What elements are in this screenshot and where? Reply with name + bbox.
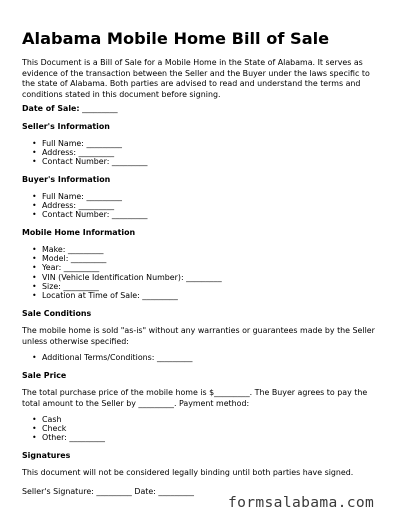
list-item: • Location at Time of Sale: _________ <box>42 291 222 300</box>
list-item: • Model: _________ <box>42 254 222 263</box>
mobile-home-list <box>42 245 222 300</box>
sale-price-heading: Sale Price <box>22 371 67 380</box>
list-item: • Contact Number: _________ <box>42 210 147 219</box>
list-item: • Check <box>42 424 105 433</box>
list-item: • Contact Number: _________ <box>42 157 147 166</box>
list-item: • Cash <box>42 415 105 424</box>
list-item: • Address: _________ <box>42 148 147 157</box>
list-item: • Full Name: _________ <box>42 139 147 148</box>
date-of-sale-blank: _________ <box>79 104 118 113</box>
sale-price-text: The total purchase price of the mobile home is $_________. The Buyer agrees to pay the total amount to the Seller by _________. Payment method: <box>22 388 368 408</box>
signature-line: Seller's Signature: _________ Date: _________ <box>22 487 194 496</box>
list-item: • Additional Terms/Conditions: _________ <box>42 353 192 362</box>
document-title: Alabama Mobile Home Bill of Sale <box>22 29 330 48</box>
buyer-heading: Buyer's Information <box>22 175 111 184</box>
intro-paragraph: This Document is a Bill of Sale for a Mobile Home in the State of Alabama. It serves as evidence of the transaction between the Seller and the Buyer under the laws specific to the state of Alabama. Both parties are advised to read and understand the terms and conditions stated in this document before signing. <box>22 58 370 99</box>
list-item: • Size: _________ <box>42 282 222 291</box>
list-item: • Full Name: _________ <box>42 192 147 201</box>
sale-conditions-list <box>42 353 192 362</box>
seller-heading: Seller's Information <box>22 122 110 131</box>
list-item: • VIN (Vehicle Identification Number): _________ <box>42 273 222 282</box>
signatures-heading: Signatures <box>22 451 71 460</box>
date-of-sale-label: Date of Sale: <box>22 104 80 113</box>
seller-list <box>42 139 147 167</box>
list-item: • Other: _________ <box>42 433 105 442</box>
list-item: • Address: _________ <box>42 201 147 210</box>
watermark: formsalabama.com <box>228 494 375 511</box>
sale-conditions-heading: Sale Conditions <box>22 309 92 318</box>
mobile-home-heading: Mobile Home Information <box>22 228 136 237</box>
sale-conditions-text: The mobile home is sold "as-is" without any warranties or guarantees made by the Seller unless otherwise specified: <box>22 326 375 346</box>
list-item: • Make: _________ <box>42 245 222 254</box>
list-item: • Year: _________ <box>42 263 222 272</box>
date-of-sale-row <box>22 104 118 114</box>
payment-method-list <box>42 415 105 443</box>
signatures-text: This document will not be considered legally binding until both parties have signed. <box>22 468 354 477</box>
buyer-list <box>42 192 147 220</box>
